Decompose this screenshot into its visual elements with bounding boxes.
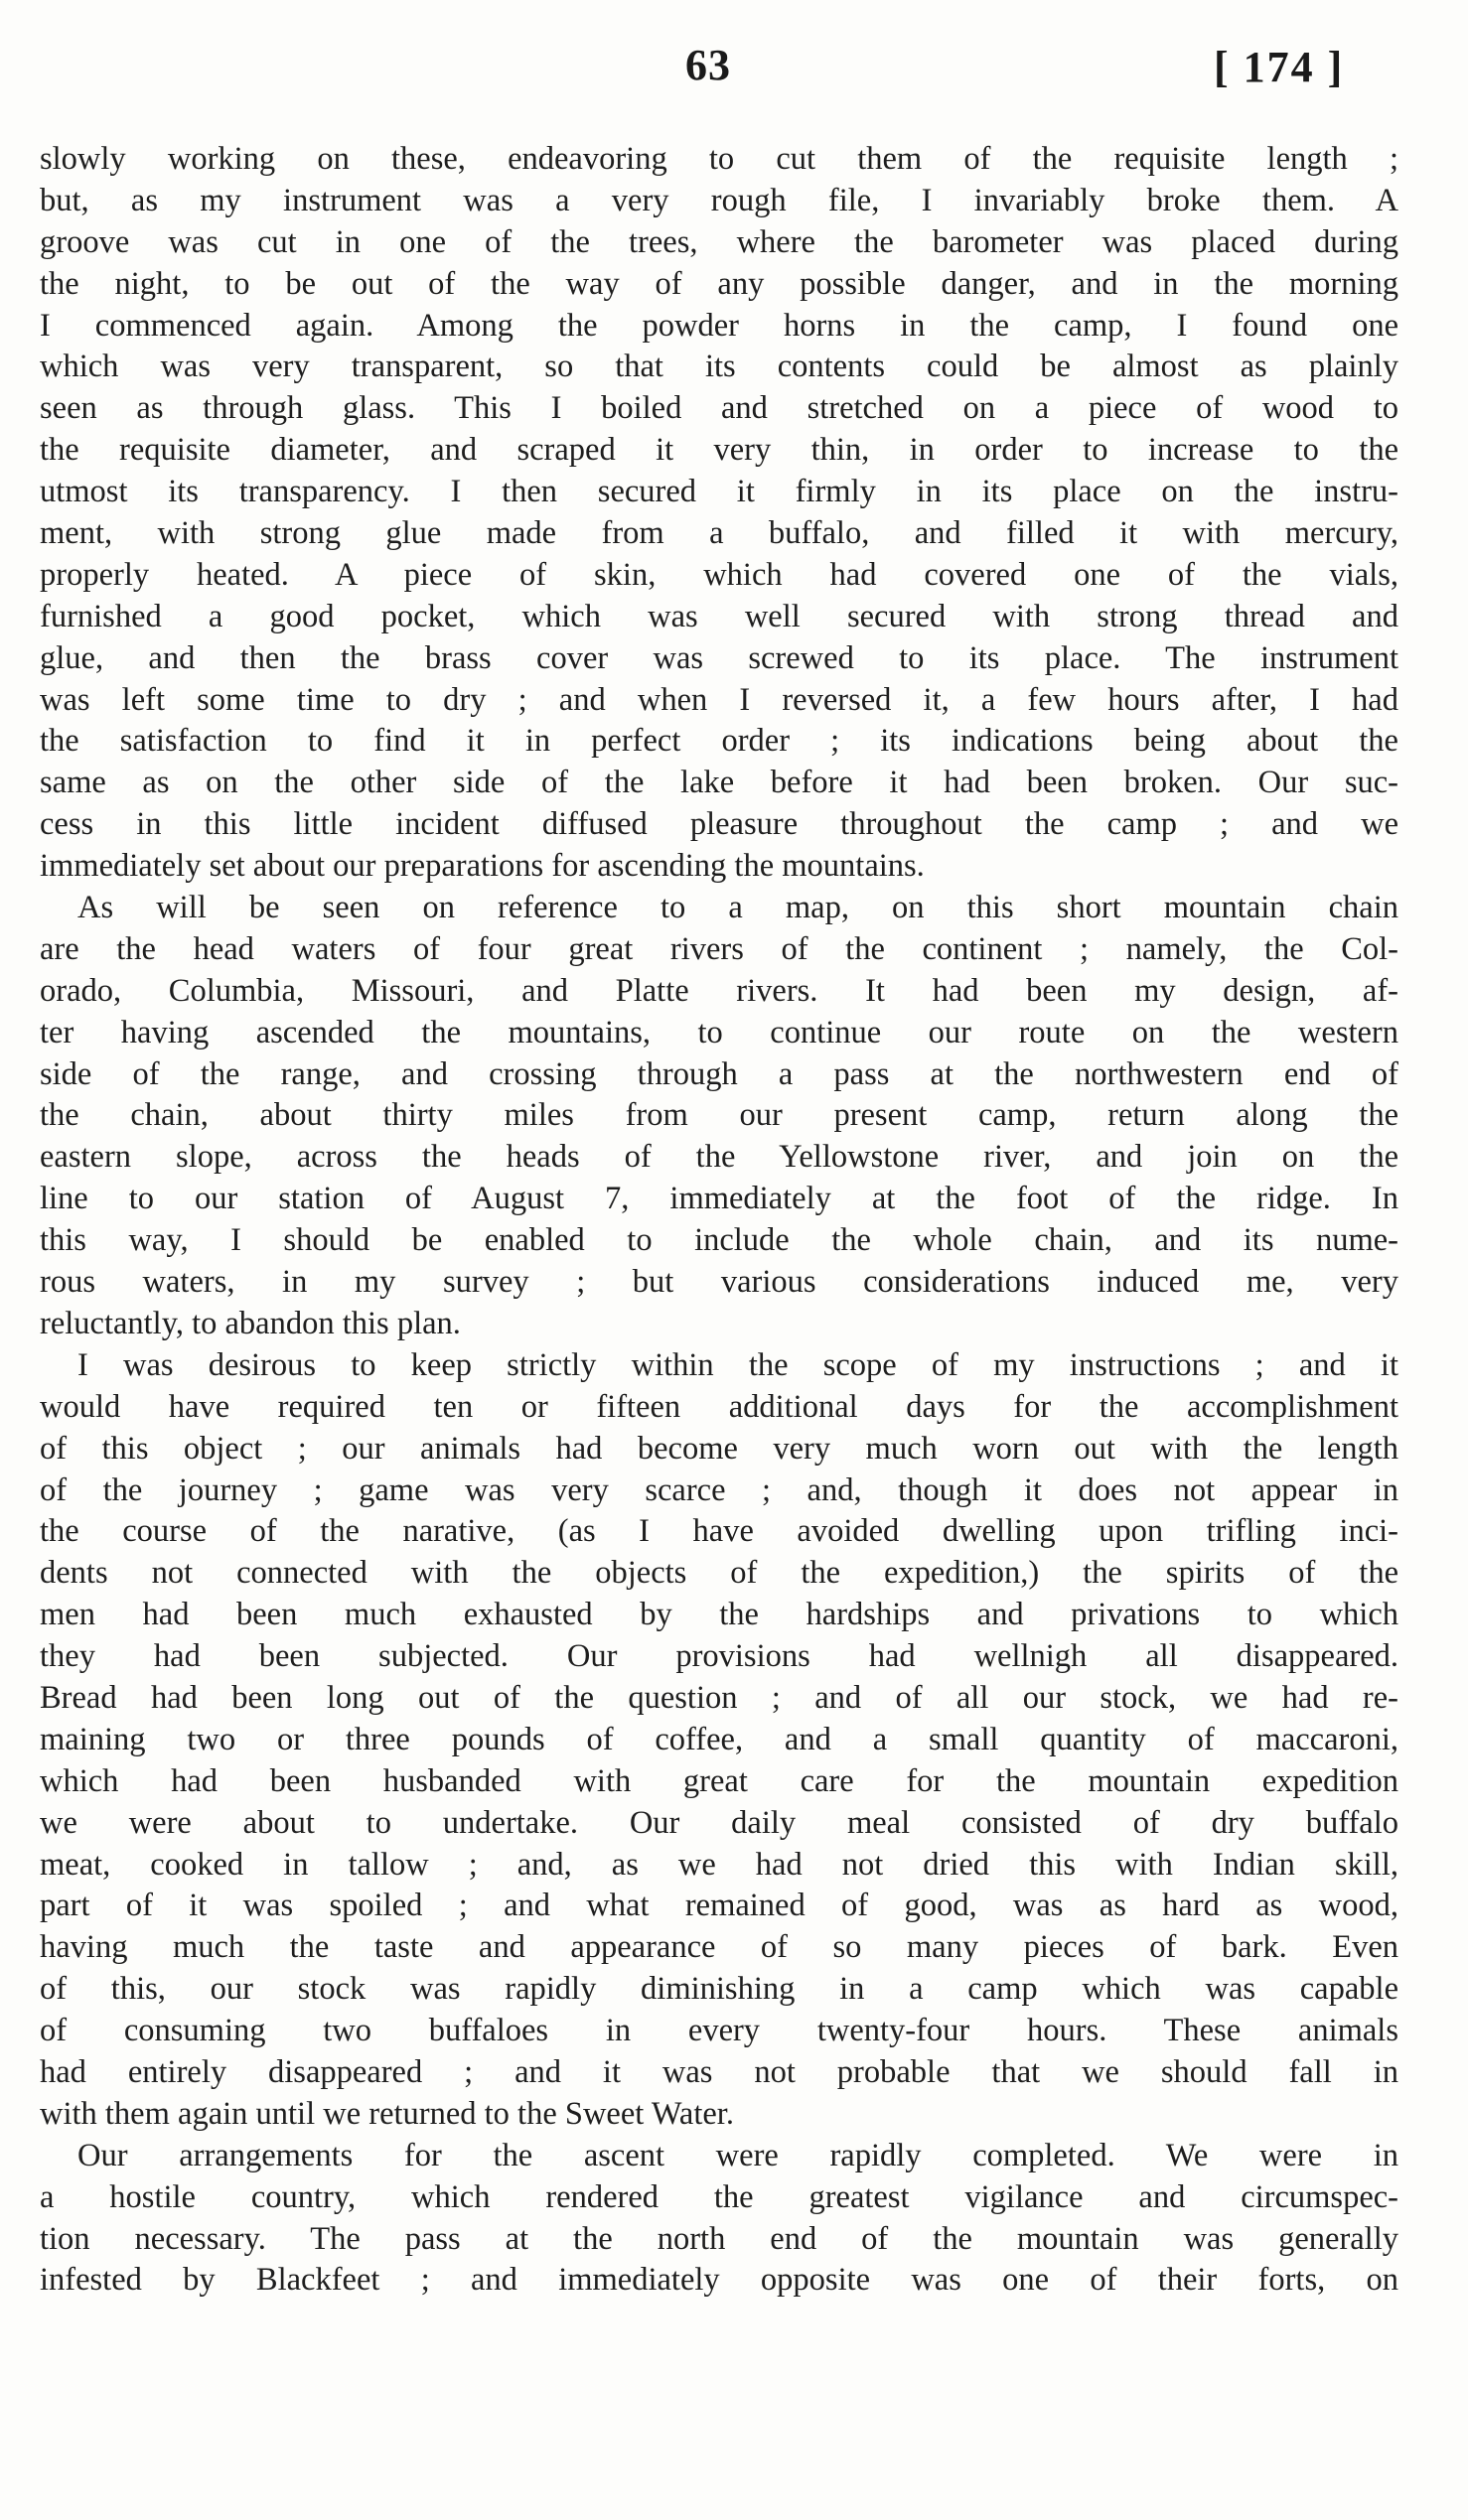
text-line: but, as my instrument was a very rough file, I invariably broke them. A	[40, 182, 1398, 218]
text-line: with them again until we returned to the Sweet Water.	[40, 2095, 734, 2132]
paragraph	[40, 139, 1398, 888]
text-line: glue, and then the brass cover was screwed to its place. The instrument	[40, 639, 1398, 676]
text-line: line to our station of August 7, immediately at the foot of the ridge. In	[40, 1181, 1398, 1217]
text-line: of consuming two buffaloes in every twenty-four hours. These animals	[40, 2013, 1398, 2049]
text-line: meat, cooked in tallow ; and, as we had not dried this with Indian skill,	[40, 1846, 1398, 1883]
text-line: part of it was spoiled ; and what remained of good, was as hard as wood,	[40, 1888, 1398, 1924]
text-line: I commenced again. Among the powder horns in the camp, I found one	[40, 307, 1398, 344]
text-line: As will be seen on reference to a map, on this short mountain chain	[77, 890, 1398, 926]
text-line: same as on the other side of the lake before it had been broken. Our suc-	[40, 765, 1398, 801]
text-line: which had been husbanded with great care for the mountain expedition	[40, 1762, 1398, 1799]
text-line: was left some time to dry ; and when I reversed it, a few hours after, I had	[40, 681, 1398, 718]
text-line: side of the range, and crossing through a pass at the northwestern end of	[40, 1055, 1398, 1092]
text-line: eastern slope, across the heads of the Yellowstone river, and join on the	[40, 1139, 1398, 1176]
text-line: we were about to undertake. Our daily meal consisted of dry buffalo	[40, 1804, 1398, 1841]
text-line: orado, Columbia, Missouri, and Platte rivers. It had been my design, af-	[40, 972, 1398, 1009]
text-line: the requisite diameter, and scraped it very thin, in order to increase to the	[40, 432, 1398, 469]
page-number: 63	[685, 41, 731, 89]
text-line: furnished a good pocket, which was well secured with strong thread and	[40, 598, 1398, 634]
text-line: of this object ; our animals had become very much worn out with the length	[40, 1430, 1398, 1467]
text-line: which was very transparent, so that its contents could be almost as plainly	[40, 349, 1398, 385]
text-line: rous waters, in my survey ; but various considerations induced me, very	[40, 1264, 1398, 1301]
text-line: properly heated. A piece of skin, which had covered one of the vials,	[40, 556, 1398, 593]
text-line: ter having ascended the mountains, to continue our route on the western	[40, 1014, 1398, 1050]
text-line: had entirely disappeared ; and it was not probable that we should fall in	[40, 2053, 1398, 2090]
text-line: the chain, about thirty miles from our present camp, return along the	[40, 1097, 1398, 1134]
text-line: groove was cut in one of the trees, where the barometer was placed during	[40, 223, 1398, 260]
text-line: a hostile country, which rendered the greatest vigilance and circumspec-	[40, 2178, 1398, 2215]
text-line: Bread had been long out of the question ; and of all our stock, we had re-	[40, 1679, 1398, 1716]
text-line: utmost its transparency. I then secured it firmly in its place on the instru-	[40, 474, 1398, 510]
text-line: ment, with strong glue made from a buffalo, and filled it with mercury,	[40, 515, 1398, 552]
text-line: they had been subjected. Our provisions had wellnigh all disappeared.	[40, 1638, 1398, 1675]
text-line: of the journey ; game was very scarce ; and, though it does not appear in	[40, 1471, 1398, 1508]
text-line: would have required ten or fifteen additional days for the accomplishment	[40, 1388, 1398, 1425]
paragraph	[40, 2136, 1398, 2303]
text-line: Our arrangements for the ascent were rapidly completed. We were in	[77, 2137, 1398, 2173]
text-line: reluctantly, to abandon this plan.	[40, 1305, 461, 1341]
text-line: having much the taste and appearance of so many pieces of bark. Even	[40, 1929, 1398, 1966]
text-line: maining two or three pounds of coffee, and a small quantity of maccaroni,	[40, 1721, 1398, 1757]
page-header	[0, 40, 1468, 99]
original-page-number: [ 174 ]	[1214, 43, 1345, 91]
text-line: I was desirous to keep strictly within the scope of my instructions ; and it	[77, 1346, 1398, 1383]
text-line: the night, to be out of the way of any possible danger, and in the morning	[40, 265, 1398, 302]
text-line: slowly working on these, endeavoring to cut them of the requisite length ;	[40, 141, 1398, 177]
text-line: are the head waters of four great rivers of the continent ; namely, the Col-	[40, 930, 1398, 967]
text-line: of this, our stock was rapidly diminishing in a camp which was capable	[40, 1971, 1398, 2008]
paragraph	[40, 1345, 1398, 2136]
text-line: dents not connected with the objects of the expedition,) the spirits of the	[40, 1555, 1398, 1592]
text-line: cess in this little incident diffused pleasure throughout the camp ; and we	[40, 806, 1398, 843]
text-line: immediately set about our preparations for ascending the mountains.	[40, 848, 925, 885]
text-line: tion necessary. The pass at the north end of the mountain was generally	[40, 2220, 1398, 2257]
text-line: infested by Blackfeet ; and immediately opposite was one of their forts, on	[40, 2262, 1398, 2299]
paragraph	[40, 888, 1398, 1345]
text-line: the satisfaction to find it in perfect order ; its indications being about the	[40, 723, 1398, 760]
body-text	[40, 139, 1398, 2302]
text-line: seen as through glass. This I boiled and stretched on a piece of wood to	[40, 390, 1398, 427]
text-line: men had been much exhausted by the hardships and privations to which	[40, 1597, 1398, 1633]
text-line: the course of the narative, (as I have avoided dwelling upon trifling inci-	[40, 1513, 1398, 1550]
text-line: this way, I should be enabled to include the whole chain, and its nume-	[40, 1222, 1398, 1259]
